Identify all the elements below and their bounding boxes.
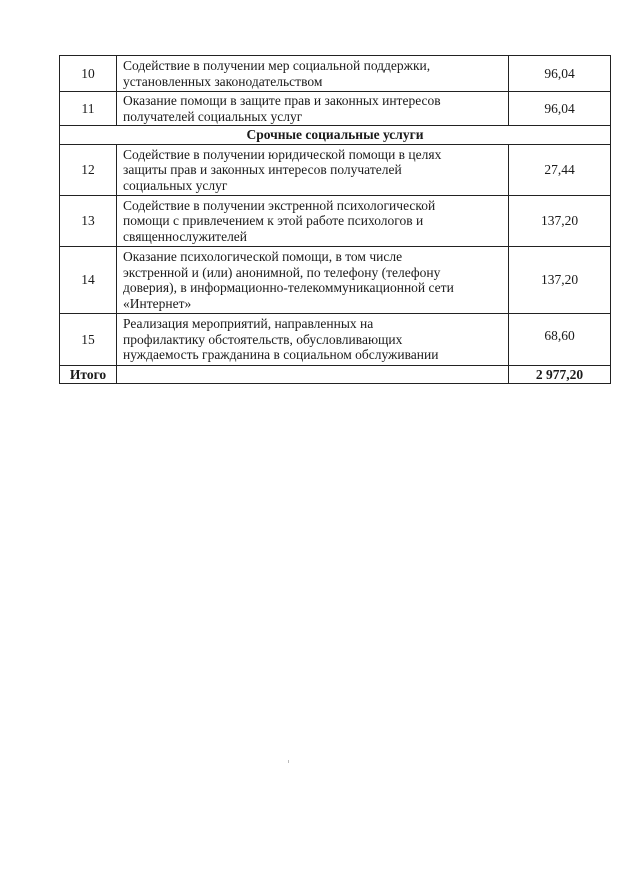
service-name — [117, 56, 509, 92]
total-value: 2 977,20 — [509, 366, 611, 384]
service-name-line: священнослужителей — [123, 228, 248, 244]
row-number: 14 — [60, 247, 117, 314]
service-price: 27,44 — [509, 145, 611, 196]
section-title: Срочные социальные услуги — [60, 126, 611, 145]
service-name — [117, 145, 509, 196]
service-name-line: Содействие в получении экстренной психологической — [123, 197, 436, 213]
table-row — [60, 145, 611, 196]
service-name — [117, 314, 509, 366]
service-name — [117, 247, 509, 314]
row-number: 11 — [60, 92, 117, 126]
section-header-row — [60, 126, 611, 145]
service-name-line: социальных услуг — [123, 177, 228, 193]
table-row — [60, 314, 611, 366]
service-price: 137,20 — [509, 196, 611, 247]
service-price: 96,04 — [509, 56, 611, 92]
service-name-line: Содействие в получении мер социальной поддержки, — [123, 58, 431, 73]
service-name-line: профилактику обстоятельств, обусловливающих — [123, 331, 403, 347]
row-number: 15 — [60, 314, 117, 366]
total-label: Итого — [60, 366, 117, 384]
service-name-line: «Интернет» — [123, 295, 192, 311]
row-number: 13 — [60, 196, 117, 247]
row-number: 12 — [60, 145, 117, 196]
total-empty-cell — [117, 366, 509, 384]
table-row — [60, 92, 611, 126]
service-price: 96,04 — [509, 92, 611, 126]
service-name-line: доверия), в информационно-телекоммуникационной сети — [123, 280, 454, 295]
service-name-line: защиты прав и законных интересов получателей — [123, 162, 402, 178]
service-price: 137,20 — [509, 247, 611, 314]
table-row — [60, 56, 611, 92]
service-name-line: Оказание помощи в защите прав и законных интересов — [123, 93, 441, 108]
service-name-line: установленных законодательством — [123, 73, 323, 89]
total-row — [60, 366, 611, 384]
service-name — [117, 92, 509, 126]
service-name-line: экстренной и (или) анонимной, по телефону (телефону — [123, 264, 441, 280]
service-name-line: Содействие в получении юридической помощи в целях — [123, 146, 442, 162]
service-name-line: помощи с привлечением к этой работе психологов и — [123, 213, 424, 229]
service-name — [117, 196, 509, 247]
table-row — [60, 247, 611, 314]
service-name-line: получателей социальных услуг — [123, 108, 303, 124]
row-number: 10 — [60, 56, 117, 92]
service-name-line: Реализация мероприятий, направленных на — [123, 316, 374, 332]
services-table — [59, 55, 611, 384]
scan-speck — [288, 760, 289, 763]
service-price: 68,60 — [509, 314, 611, 366]
table-row — [60, 196, 611, 247]
service-name-line: нуждаемость гражданина в социальном обслуживании — [123, 347, 439, 363]
service-name-line: Оказание психологической помощи, в том числе — [123, 249, 403, 264]
